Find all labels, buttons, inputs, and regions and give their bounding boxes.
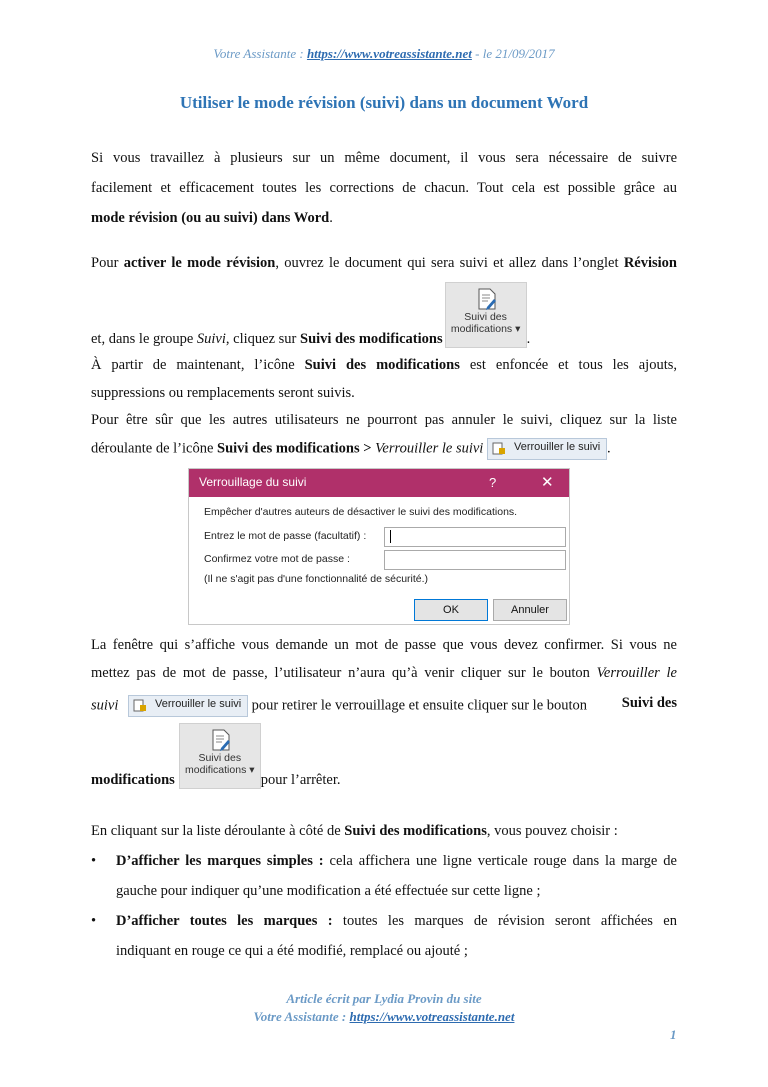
bullet-icon: • (91, 853, 97, 869)
track-button-label-2: modifications ▾ (450, 323, 521, 335)
header-url-link[interactable]: https://www.votreassistante.net (306, 46, 472, 61)
window-text-b: pour retirer le verrouillage et ensuite cliquer sur le bouton (248, 697, 588, 714)
security-note: (Il ne s'agit pas d'une fonctionnalité de sécurité.) (204, 573, 429, 585)
group-bold: Suivi des modifications (300, 331, 443, 347)
page-footer (0, 990, 768, 1026)
confirm-password-label: Confirmez votre mot de passe : (204, 553, 350, 565)
lock-document-icon (492, 442, 506, 455)
dialog-description: Empêcher d'autres auteurs de désactiver le suivi des modifications. (204, 506, 518, 518)
confirm-password-input[interactable] (384, 550, 566, 570)
option-title: D’afficher les marques simples : (116, 853, 324, 869)
footer-line-1: Article écrit par Lydia Provin du site (286, 991, 482, 1006)
activate-text-a: Pour (91, 255, 124, 271)
bullet-icon: • (91, 913, 97, 929)
lock-text-end: . (606, 440, 611, 457)
paragraph-lock-line-2 (91, 438, 677, 460)
document-pen-icon (478, 288, 496, 310)
options-list (91, 846, 677, 966)
paragraph-lock-line-1: Pour être sûr que les autres utilisateurs ne pourront pas annuler le suivi, cliquez sur la liste (91, 412, 677, 428)
now-text-c: est enfoncée et tous les ajouts, (459, 357, 677, 373)
window-italic: Verrouiller le (596, 665, 677, 681)
window-text-end: pour l’arrêter. (260, 772, 341, 788)
options-bold: Suivi des modifications (344, 823, 487, 839)
window-bold-modifications: modifications (91, 772, 175, 788)
page-number: 1 (670, 1027, 677, 1042)
group-text-c: , cliquez sur (225, 331, 300, 347)
now-text-a: À partir de maintenant, l’icône (91, 357, 305, 373)
dialog-titlebar (189, 469, 569, 497)
paragraph-window-line-1: La fenêtre qui s’affiche vous demande un mot de passe que vous devez confirmer. Si vous ne (91, 637, 677, 653)
paragraph-now-line-1 (91, 357, 677, 374)
intro-end: . (329, 210, 333, 226)
paragraph-options (91, 823, 677, 840)
footer-prefix: Votre Assistante : (253, 1009, 350, 1024)
lock-tracking-dialog (188, 468, 570, 625)
lock-text-a: déroulante de l’icône (91, 440, 218, 457)
paragraph-window-line-3 (91, 695, 677, 717)
options-text-a: En cliquant sur la liste déroulante à côté de (91, 823, 345, 839)
option-text-2: indiquant en rouge ce qui a été modifié, remplacé ou ajouté ; (116, 943, 468, 959)
intro-line-1: Si vous travaillez à plusieurs sur un même document, il vous sera nécessaire de suivre (91, 150, 677, 166)
activate-bold: activer le mode révision (123, 255, 276, 271)
lock-tracking-button[interactable] (487, 438, 607, 460)
intro-line-2: facilement et efficacement toutes les corrections de chacun. Tout cela est possible grâce au (91, 180, 677, 196)
password-input[interactable] (384, 527, 566, 547)
paragraph-intro (91, 143, 677, 233)
lock-tracking-button-inline[interactable] (128, 695, 248, 717)
paragraph-group-suivi (91, 282, 677, 348)
now-bold: Suivi des modifications (304, 357, 460, 373)
close-icon[interactable]: ✕ (541, 474, 554, 491)
option-text-1: cela affichera une ligne verticale rouge dans la marge de (323, 853, 677, 869)
paragraph-activate (91, 255, 677, 272)
dialog-title: Verrouillage du suivi (199, 475, 307, 489)
header-date: - le 21/09/2017 (471, 46, 555, 61)
window-text-a: mettez pas de mot de passe, l’utilisateur n’aura qu’à venir cliquer sur le bouton (91, 665, 597, 681)
track-button-label-1: Suivi des (464, 311, 507, 323)
page-title: Utiliser le mode révision (suivi) dans un document Word (179, 93, 589, 112)
list-item (91, 846, 677, 906)
track-changes-button[interactable] (445, 282, 527, 348)
paragraph-window-line-4 (91, 723, 677, 789)
revision-tab-name: Révision (623, 255, 677, 271)
activate-text-c: , ouvrez le document qui sera suivi et allez dans l’onglet (275, 255, 624, 271)
help-icon[interactable]: ? (489, 475, 497, 490)
list-item (91, 906, 677, 966)
page-header (0, 46, 768, 62)
options-text-c: , vous pouvez choisir : (486, 823, 618, 839)
lock-button-label: Verrouiller le suivi (155, 698, 242, 710)
paragraph-now-line-2: suppressions ou remplacements seront suivis. (91, 385, 355, 401)
text-caret (390, 530, 391, 543)
header-prefix: Votre Assistante : (213, 46, 307, 61)
document-pen-icon (212, 729, 230, 751)
window-bold: Suivi des (621, 695, 677, 711)
track-button-label-2: modifications ▾ (185, 764, 255, 776)
group-suivi-name: Suivi (196, 331, 226, 347)
lock-button-label: Verrouiller le suivi (513, 441, 601, 453)
track-changes-button-inline[interactable] (179, 723, 261, 789)
lock-italic: Verrouiller le suivi (371, 440, 484, 457)
password-label: Entrez le mot de passe (facultatif) : (204, 530, 367, 542)
footer-url-link[interactable]: https://www.votreassistante.net (349, 1009, 515, 1024)
track-button-label-1: Suivi des (198, 752, 242, 764)
cancel-button[interactable]: Annuler (493, 599, 567, 621)
lock-bold: Suivi des modifications > (217, 440, 372, 457)
intro-bold: mode révision (ou au suivi) dans Word (91, 210, 330, 226)
lock-document-icon (133, 699, 147, 712)
window-italic-suivi: suivi (91, 697, 119, 714)
option-text-2: gauche pour indiquer qu’une modification a été effectuée sur cette ligne ; (116, 883, 541, 899)
group-text-end: . (526, 331, 531, 347)
group-text-a: et, dans le groupe (91, 331, 197, 347)
paragraph-window-line-2 (91, 665, 677, 682)
option-title: D’afficher toutes les marques : (116, 913, 333, 929)
option-text-1: toutes les marques de révision seront affichées en (332, 913, 677, 929)
ok-button[interactable]: OK (414, 599, 488, 621)
